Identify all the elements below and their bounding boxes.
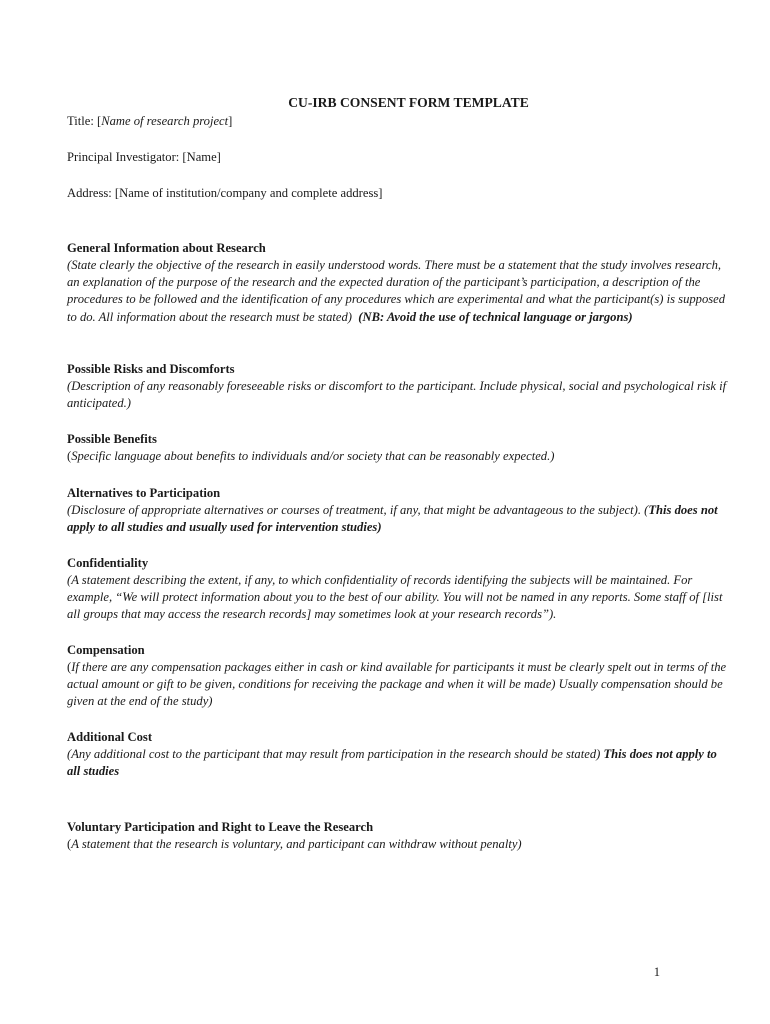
section-risks xyxy=(67,361,733,412)
section-general-information xyxy=(67,240,733,326)
section-heading: Confidentiality xyxy=(67,556,149,570)
address-field: Address: [Name of institution/company and complete address] xyxy=(67,186,383,200)
section-heading: Voluntary Participation and Right to Leave the Research xyxy=(67,820,374,834)
section-confidentiality xyxy=(67,555,733,624)
section-heading: Alternatives to Participation xyxy=(67,486,221,500)
section-additional-cost xyxy=(67,729,733,780)
section-heading: Possible Benefits xyxy=(67,432,157,446)
page-number: 1 xyxy=(653,965,660,979)
research-title-field: Title: [Name of research project] xyxy=(67,114,233,128)
section-body: (State clearly the objective of the research in easily understood words. There must be a statement that the study involves research, an explanation of the purpose of the research and the expected duration of the participant’s participation, a description of the procedures to be followed and the identification of any procedures which are experimental and what the participant(s) is supposed to do. All information about the research must be stated) (NB: Avoid the use of technical language or jargons) xyxy=(67,258,726,324)
section-heading: Compensation xyxy=(67,643,145,657)
section-heading: General Information about Research xyxy=(67,241,266,255)
section-benefits xyxy=(67,431,733,465)
document-title: CU-IRB CONSENT FORM TEMPLATE xyxy=(288,95,529,110)
principal-investigator-field: Principal Investigator: [Name] xyxy=(67,150,221,164)
section-note: This does not apply to all studies and usually used for intervention studies) xyxy=(67,503,718,535)
section-body: (A statement that the research is voluntary, and participant can withdraw without penalty) xyxy=(67,837,522,851)
section-heading: Additional Cost xyxy=(67,730,153,744)
section-body: (Specific language about benefits to individuals and/or society that can be reasonably expected.) xyxy=(67,449,555,463)
section-note: (NB: Avoid the use of technical language or jargons) xyxy=(358,309,633,324)
section-body: (Any additional cost to the participant that may result from participation in the research should be stated) This does not apply to all studies xyxy=(67,747,717,779)
section-body: (Description of any reasonably foreseeable risks or discomfort to the participant. Include physical, social and psychological risk if anticipated.) xyxy=(67,379,727,411)
section-heading: Possible Risks and Discomforts xyxy=(67,362,235,376)
section-voluntary-participation xyxy=(67,819,733,853)
section-body: (A statement describing the extent, if any, to which confidentiality of records identifying the subjects will be maintained. For example, “We will protect information about you to the best of our ability. You will not be named in any reports. Some staff of [list all groups that may access the research records] may sometimes look at your research records”). xyxy=(67,573,723,622)
section-body: (If there are any compensation packages either in cash or kind available for participants it must be clearly spelt out in terms of the actual amount or gift to be given, conditions for receiving the package and when it will be made) Usually compensation should be given at the end of the study) xyxy=(67,660,727,709)
section-alternatives xyxy=(67,485,733,536)
section-compensation xyxy=(67,642,733,711)
research-title-placeholder: Name of research project xyxy=(101,114,229,128)
section-note: This does not apply to all studies xyxy=(67,747,717,779)
section-body: (Disclosure of appropriate alternatives or courses of treatment, if any, that might be advantageous to the subject). (This does not apply to all studies and usually used for intervention studies) xyxy=(67,503,718,535)
